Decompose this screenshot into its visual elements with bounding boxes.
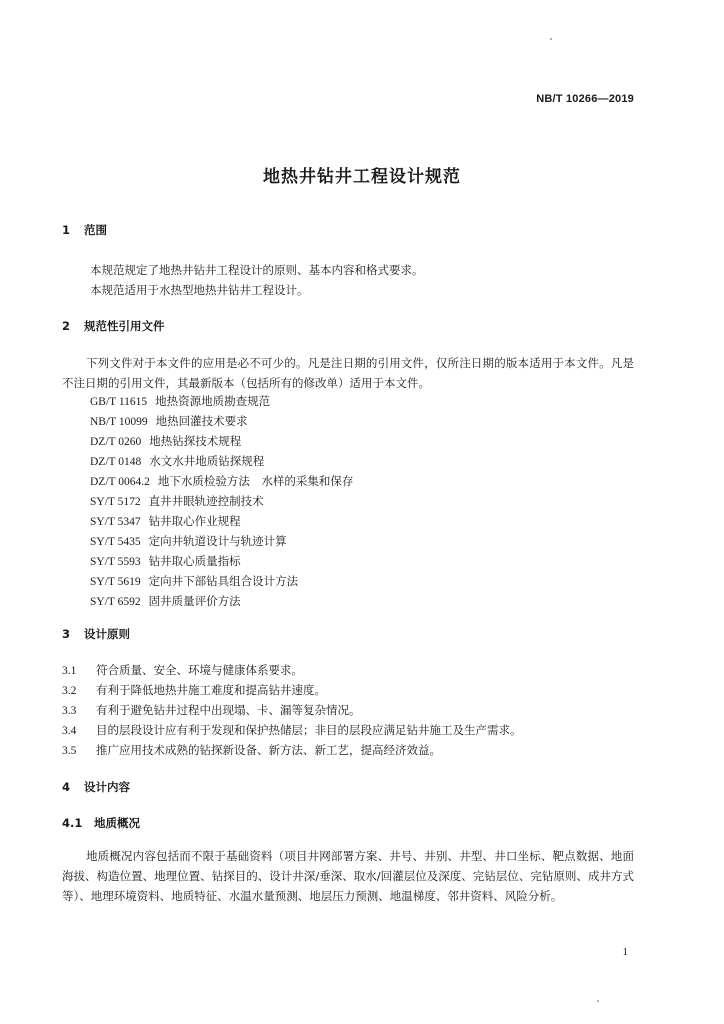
section-number: 1: [62, 223, 71, 237]
reference-code: SY/T 5172: [90, 496, 141, 508]
reference-title: 水文水井地质钻探规程: [149, 454, 265, 468]
section-number: 4: [62, 780, 71, 794]
section-4-heading: [62, 779, 130, 795]
section-3-heading: [62, 626, 130, 642]
reference-item: [90, 593, 241, 609]
section-4-1-heading: [62, 815, 140, 831]
principle-item: [62, 682, 326, 698]
principle-number: 3.2: [62, 685, 77, 697]
principle-number: 3.4: [62, 725, 77, 737]
reference-code: SY/T 5435: [90, 536, 141, 548]
reference-code: GB/T 11615: [90, 396, 148, 408]
reference-item: [90, 433, 241, 449]
section-title: 地质概况: [94, 816, 140, 830]
section-number: 3: [62, 627, 71, 641]
reference-code: SY/T 5347: [90, 516, 141, 528]
section-title: 设计内容: [84, 780, 130, 794]
principle-text: 目的层段设计应有利于发现和保护热储层；非目的层段应满足钻井施工及生产需求。: [96, 723, 522, 737]
geology-overview-paragraph: 地质概况内容包括而不限于基础资料（项目井网部署方案、井号、井别、井型、井口坐标、靶点数据、地面海拔、构造位置、地理位置、钻探目的、设计井深/垂深、取水/回灌层位及深度、完钻层位、完钻原则、成井方式等）、地理环境资料、地质特征、水温水量预测、地层压力预测、地温梯度、邻井资料、风险分析。: [62, 849, 634, 903]
reference-title: 地热回灌技术要求: [155, 414, 248, 428]
reference-title: 定向井下部钻具组合设计方法: [148, 574, 299, 588]
principle-text: 有利于降低地热井施工难度和提高钻井速度。: [96, 683, 326, 697]
principle-item: [62, 702, 361, 718]
principle-number: 3.1: [62, 665, 77, 677]
scope-paragraph: 本规范适用于水热型地热井钻井工程设计。: [90, 283, 309, 297]
principle-text: 有利于避免钻井过程中出现塌、卡、漏等复杂情况。: [96, 703, 361, 717]
principle-text: 推广应用技术成熟的钻探新设备、新方法、新工艺，提高经济效益。: [96, 743, 441, 757]
reference-code: NB/T 10099: [90, 416, 148, 428]
section-title: 设计原则: [84, 627, 130, 641]
section-2-heading: [62, 318, 165, 334]
principle-item: [62, 742, 441, 758]
reference-code: SY/T 6592: [90, 596, 141, 608]
reference-title: 定向井轨道设计与轨迹计算: [148, 534, 287, 548]
reference-title: 钻井取心作业规程: [148, 514, 241, 528]
standard-code: NB/T 10266—2019: [536, 93, 634, 105]
reference-item: [90, 393, 270, 409]
reference-item: [90, 533, 287, 549]
principle-item: [62, 662, 303, 678]
reference-title: 钻井取心质量指标: [148, 554, 241, 568]
reference-code: SY/T 5593: [90, 556, 141, 568]
section-number: 2: [62, 319, 71, 333]
reference-item: [90, 453, 264, 469]
principle-item: [62, 722, 522, 738]
reference-title: 固井质量评价方法: [148, 594, 241, 608]
principle-number: 3.5: [62, 745, 77, 757]
scan-speck: [550, 38, 552, 40]
reference-item: [90, 493, 264, 509]
reference-title: 地热资源地质勘查规范: [155, 394, 271, 408]
reference-title: 地热钻探技术规程: [149, 434, 242, 448]
scope-paragraph: 本规范规定了地热井钻井工程设计的原则、基本内容和格式要求。: [90, 263, 424, 277]
reference-title: 地下水质检验方法 水样的采集和保存: [157, 474, 354, 488]
section-title: 规范性引用文件: [84, 319, 165, 333]
reference-item: [90, 573, 298, 589]
document-title: 地热井钻井工程设计规范: [263, 167, 461, 187]
references-intro: 下列文件对于本文件的应用是必不可少的。凡是注日期的引用文件，仅所注日期的版本适用于本文件。凡是不注日期的引用文件，其最新版本（包括所有的修改单）适用于本文件。: [62, 356, 634, 390]
scan-speck: [597, 1000, 599, 1002]
reference-item: [90, 413, 248, 429]
reference-item: [90, 553, 241, 569]
reference-code: DZ/T 0260: [90, 436, 142, 448]
principle-number: 3.3: [62, 705, 77, 717]
reference-item: [90, 513, 241, 529]
page-number: 1: [622, 946, 628, 958]
reference-code: DZ/T 0064.2: [90, 476, 150, 488]
reference-title: 直井井眼轨迹控制技术: [148, 494, 264, 508]
section-number: 4.1: [62, 816, 83, 830]
reference-item: [90, 473, 353, 489]
section-1-heading: [62, 222, 107, 238]
reference-code: DZ/T 0148: [90, 456, 142, 468]
section-title: 范围: [84, 223, 107, 237]
reference-code: SY/T 5619: [90, 576, 141, 588]
principle-text: 符合质量、安全、环境与健康体系要求。: [96, 663, 303, 677]
